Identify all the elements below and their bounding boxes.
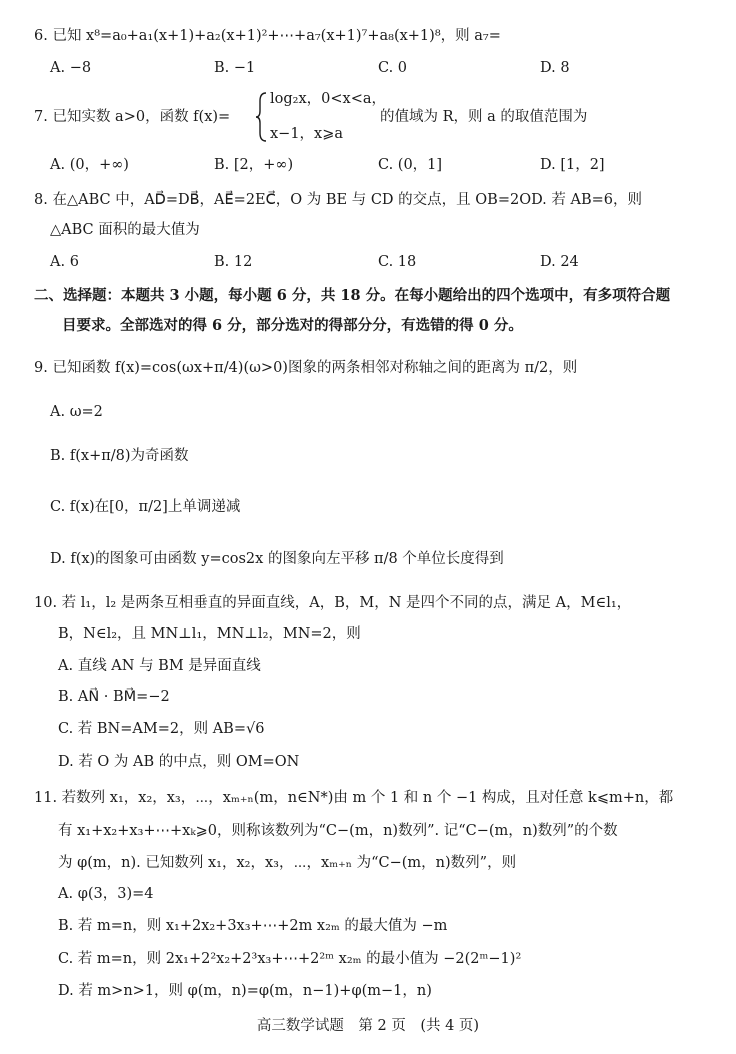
q8-option-d: D. 24 <box>540 254 579 270</box>
q8-line-2: △ABC 面积的最大值为 <box>50 222 200 238</box>
q6-stem: 6. 已知 x⁸=a₀+a₁(x+1)+a₂(x+1)²+⋯+a₇(x+1)⁷+a₈(x+1)⁸，则 a₇= <box>34 28 501 44</box>
q7-piece-2: x−1，x⩾a <box>270 126 344 142</box>
q10-option-a: A. 直线 AN 与 BM 是异面直线 <box>58 658 261 674</box>
q9-option-b: B. f(x+π/8)为奇函数 <box>50 448 189 464</box>
q11-option-d: D. 若 m>n>1，则 φ(m，n)=φ(m，n−1)+φ(m−1，n) <box>58 983 432 999</box>
q8-option-c: C. 18 <box>378 254 417 270</box>
q10-option-b: B. AN⃗ · BM⃗=−2 <box>58 689 170 705</box>
q11-option-a: A. φ(3，3)=4 <box>58 886 154 902</box>
q7-piece-1: log₂x，0<x<a， <box>270 91 386 107</box>
q9-option-d: D. f(x)的图象可由函数 y=cos2x 的图象向左平移 π/8 个单位长度得到 <box>50 551 504 567</box>
q11-line-2: 有 x₁+x₂+x₃+⋯+xₖ⩾0，则称该数列为“C−(m，n)数列”. 记“C−(m，n)数列”的个数 <box>58 823 618 839</box>
q9-option-c: C. f(x)在[0，π/2]上单调递减 <box>50 499 241 515</box>
q6-option-d: D. 8 <box>540 60 570 76</box>
q8-option-a: A. 6 <box>50 254 79 270</box>
q6-option-a: A. −8 <box>50 60 92 76</box>
q10-line-2: B，N∈l₂，且 MN⊥l₁，MN⊥l₂，MN=2，则 <box>58 626 361 642</box>
piecewise-brace <box>254 91 268 143</box>
q7-option-d: D. [1，2] <box>540 157 605 173</box>
q7-option-c: C. (0，1] <box>378 157 443 173</box>
q11-line-1: 11. 若数列 x₁，x₂，x₃，⋯，xₘ₊ₙ(m，n∈N*)由 m 个 1 和 n 个 −1 构成，且对任意 k⩽m+n，都 <box>34 790 674 806</box>
q8-option-b: B. 12 <box>214 254 253 270</box>
q8-line-1: 8. 在△ABC 中，AD⃗=DB⃗，AE⃗=2EC⃗，O 为 BE 与 CD 的交点，且 OB=2OD. 若 AB=6，则 <box>34 192 643 208</box>
q11-line-3: 为 φ(m，n). 已知数列 x₁，x₂，x₃，⋯，xₘ₊ₙ 为“C−(m，n)数列”，则 <box>58 855 517 871</box>
page-footer: 高三数学试题 第 2 页 (共 4 页) <box>256 1018 480 1034</box>
q7-option-b: B. [2，+∞) <box>214 157 294 173</box>
q9-stem: 9. 已知函数 f(x)=cos(ωx+π/4)(ω>0)图象的两条相邻对称轴之间的距离为 π/2，则 <box>34 360 578 376</box>
q10-option-d: D. 若 O 为 AB 的中点，则 OM=ON <box>58 754 300 770</box>
q7-prefix: 7. 已知实数 a>0，函数 f(x)= <box>34 109 231 125</box>
q9-option-a: A. ω=2 <box>50 404 103 420</box>
q6-option-b: B. −1 <box>214 60 256 76</box>
q10-option-c: C. 若 BN=AM=2，则 AB=√6 <box>58 721 265 737</box>
section-2-header-line-1: 二、选择题：本题共 3 小题，每小题 6 分，共 18 分。在每小题给出的四个选项中，有多项符合题 <box>34 287 671 304</box>
q7-option-a: A. (0，+∞) <box>50 157 129 173</box>
q11-option-b: B. 若 m=n，则 x₁+2x₂+3x₃+⋯+2m x₂ₘ 的最大值为 −m <box>58 918 448 934</box>
q7-suffix: 的值域为 R，则 a 的取值范围为 <box>380 109 588 125</box>
q6-option-c: C. 0 <box>378 60 408 76</box>
section-2-header-line-2: 目要求。全部选对的得 6 分，部分选对的得部分分，有选错的得 0 分。 <box>62 317 523 334</box>
q11-option-c: C. 若 m=n，则 2x₁+2²x₂+2³x₃+⋯+2²ᵐ x₂ₘ 的最小值为 −2(2ᵐ−1)² <box>58 951 522 967</box>
q10-line-1: 10. 若 l₁，l₂ 是两条互相垂直的异面直线，A，B，M，N 是四个不同的点，满足 A，M∈l₁， <box>34 595 632 611</box>
